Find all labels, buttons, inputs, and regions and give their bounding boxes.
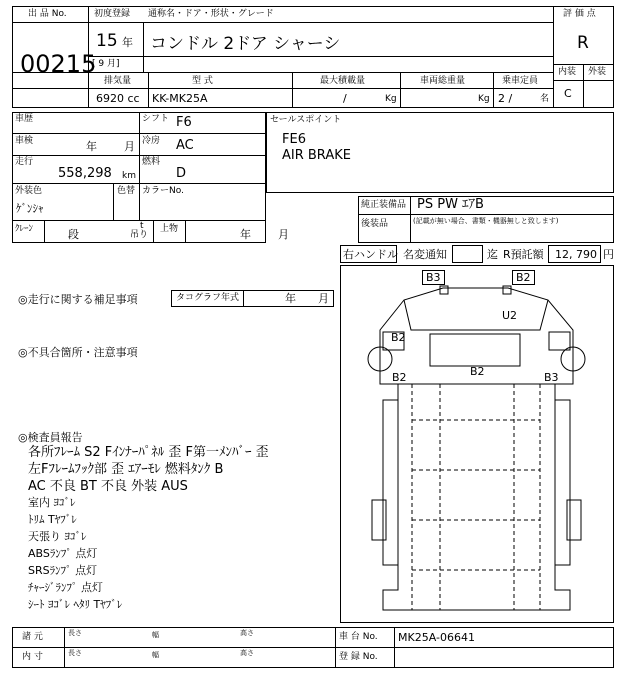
damage-mark-front-left: B3 [422, 270, 445, 285]
dims-label: 諸 元 [22, 632, 43, 642]
capacity-value: 2 / [498, 92, 513, 105]
model-type-value: KK-MK25A [152, 92, 208, 105]
retrofit-label: 後装品 [361, 219, 389, 229]
equipment-value: PS PW ｴｱB [417, 197, 484, 212]
report-line: AC 不良 BT 不良 外装 AUS [28, 479, 188, 494]
upper-month-unit: 月 [278, 228, 289, 241]
sales-point-label: セールスポイント [270, 115, 342, 125]
tachograph-month-unit: 月 [318, 292, 329, 305]
report-line: ABSﾗﾝﾌﾟ 点灯 [28, 547, 98, 560]
sales-point-line1: FE6 [282, 132, 306, 147]
odometer-label: 迄 [487, 248, 498, 261]
rating-label: 評 価 点 [563, 9, 596, 19]
inspection-month-unit: 月 [124, 140, 135, 153]
rating-value: R [577, 33, 589, 53]
defect-notes-label: ◎不具合箇所・注意事項 [18, 346, 138, 359]
reg-year: 15 [96, 31, 118, 51]
displacement-value: 6920 cc [96, 92, 140, 105]
damage-mark-door-left: B2 [392, 371, 407, 384]
reg-month: [ 9 月] [92, 59, 120, 69]
steering-side: 右ハンドル [343, 248, 398, 261]
model-label: 通称名・ドア・形状・グレード [148, 9, 274, 19]
ext-color-label: 外装色 [15, 186, 43, 196]
dims-length-label: 長さ [68, 629, 82, 637]
report-line: ﾁｬｰｼﾞﾗﾝﾌﾟ 点灯 [28, 581, 103, 594]
max-load-label: 最大積載量 [320, 76, 366, 86]
report-line: 室内 ﾖｺﾞﾚ [28, 496, 76, 509]
gross-weight-unit: Kg [478, 94, 490, 104]
mileage-value: 558,298 [58, 166, 112, 181]
damage-mark-cab-left: B2 [391, 331, 406, 344]
max-load-unit: Kg [385, 94, 397, 104]
tachograph-label: タコグラフ年式 [176, 293, 240, 303]
history-label: 車歴 [15, 114, 34, 124]
ac-label: 冷房 [142, 136, 161, 146]
crane-label: ｸﾚｰﾝ [15, 224, 34, 234]
crane-ton-unit: t [140, 221, 144, 231]
interior-grade: C [564, 87, 572, 100]
mileage-unit: km [122, 171, 136, 181]
inspection-label: 車検 [15, 136, 34, 146]
report-line: ﾄﾘﾑ Tﾔﾌﾞﾚ [28, 513, 77, 526]
chassis-label: 車 台 No. [339, 632, 378, 642]
displacement-label: 排気量 [104, 76, 132, 86]
shift-label: シフト [142, 114, 170, 124]
color-change-label: 色替 [117, 186, 136, 196]
crane-lift-unit: 吊り [130, 230, 149, 240]
dims-height-label: 高さ [240, 629, 254, 637]
dims-width-label: 幅 [152, 631, 159, 639]
tachograph-year-unit: 年 [285, 292, 296, 305]
upper-year-unit: 年 [240, 228, 251, 241]
inspection-year-unit: 年 [86, 140, 97, 153]
damage-mark-cab-center: B2 [470, 365, 485, 378]
max-load-slash: / [343, 92, 347, 105]
capacity-unit: 名 [540, 94, 550, 104]
mileage-label: 走行 [15, 157, 34, 167]
yen-unit: 円 [603, 248, 614, 261]
ac-value: AC [176, 138, 194, 153]
color-code-label: カラーNo. [142, 186, 184, 196]
recycle-deposit-label: R預託額 [503, 248, 544, 261]
car-name: コンドル 2ドア シャーシ [150, 34, 341, 54]
sales-point-line2: AIR BRAKE [282, 148, 351, 163]
reg-year-unit: 年 [122, 36, 133, 49]
lot-label: 出 品 No. [28, 9, 67, 19]
crane-stage-unit: 段 [68, 228, 79, 241]
fuel-label: 燃料 [142, 157, 161, 167]
damage-mark-roof: U2 [502, 309, 518, 322]
fuel-value: D [176, 166, 187, 181]
capacity-label: 乗車定員 [502, 76, 539, 86]
first-reg-label: 初度登録 [94, 9, 131, 19]
exterior-label: 外装 [588, 67, 607, 77]
ext-color-value: ｹﾞﾝｼｬ [16, 202, 44, 215]
shift-value: F6 [176, 115, 192, 130]
report-line: 左Fﾌﾚｰﾑﾌｯｸ部 歪 ｴｱｰﾓﾚ 燃料ﾀﾝｸ B [28, 462, 224, 477]
damage-mark-door-right: B3 [544, 371, 559, 384]
inspector-report [28, 446, 338, 610]
damage-mark-front-right: B2 [512, 270, 535, 285]
report-line: SRSﾗﾝﾌﾟ 点灯 [28, 564, 98, 577]
recycle-deposit-value: 12, 790 [555, 248, 597, 261]
report-line: 天張り ﾖｺﾞﾚ [28, 530, 87, 543]
registration-label: 登 録 No. [339, 652, 378, 662]
retrofit-note: (記載が無い場合、書類・機器無しと致します) [413, 217, 559, 225]
inner-dims-label: 内 寸 [22, 652, 43, 662]
inner-height-label: 高さ [240, 649, 254, 657]
report-line: ｼｰﾄ ﾖｺﾞﾚ ﾍﾀﾘ Tﾔﾌﾞﾚ [28, 598, 123, 611]
chassis-number: MK25A-06641 [398, 631, 475, 644]
gross-weight-label: 車両総重量 [420, 76, 466, 86]
interior-label: 内装 [558, 67, 577, 77]
lot-number: 00215 [20, 50, 97, 78]
inspector-report-label: ◎検査員報告 [18, 431, 83, 444]
inner-length-label: 長さ [68, 649, 82, 657]
equipment-label: 純正装備品 [361, 200, 407, 210]
upper-label: 上物 [160, 224, 179, 234]
name-change-label: 名変通知 [403, 248, 447, 261]
model-type-label: 型 式 [192, 76, 213, 86]
inner-width-label: 幅 [152, 651, 159, 659]
report-line: 各所ﾌﾚｰﾑ S2 Fｲﾝﾅｰﾊﾟﾈﾙ 歪 F第一ﾒﾝﾊﾞｰ 歪 [28, 445, 269, 460]
driving-notes-label: ◎走行に関する補足事項 [18, 293, 138, 306]
